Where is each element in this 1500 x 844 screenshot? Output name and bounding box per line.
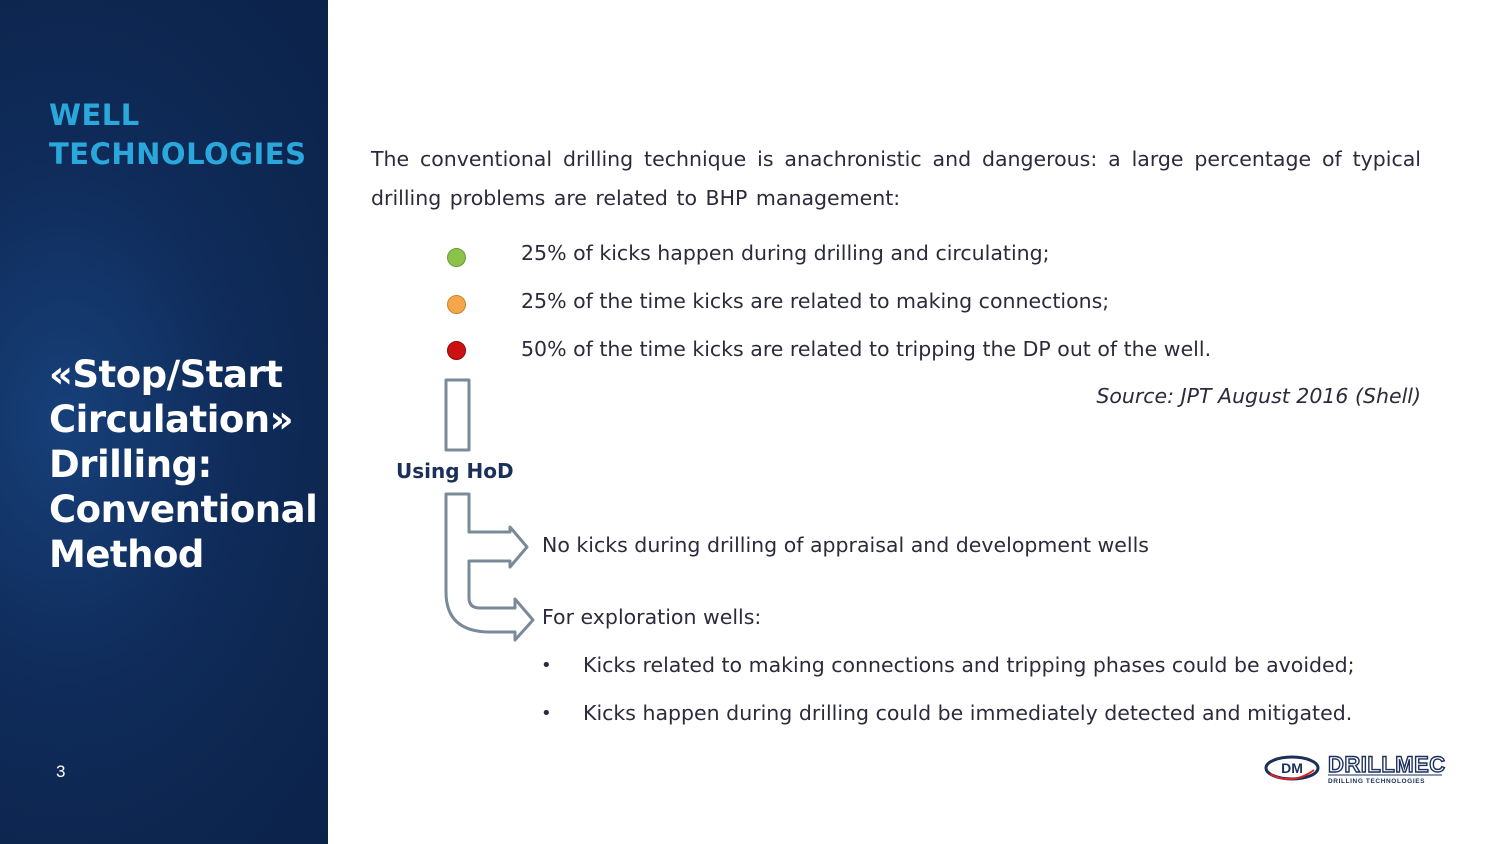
slide-title-line: «Stop/Start (49, 353, 283, 396)
stat-item-text: 50% of the time kicks are related to tripping the DP out of the well. (521, 337, 1212, 361)
using-hod-label: Using HoD (396, 459, 514, 483)
result-no-kicks: No kicks during drilling of appraisal and development wells (542, 533, 1149, 557)
slide-title-line: Method (49, 533, 204, 576)
intro-paragraph: The conventional drilling technique is anachronistic and dangerous: a large percentage of typical drilling problems are related to BHP management: (371, 147, 1421, 210)
bullet-icon: • (541, 655, 552, 676)
slide-title-line: Drilling: (49, 443, 212, 486)
sub-bullet-text: Kicks happen during drilling could be immediately detected and mitigated. (583, 701, 1353, 725)
section-title-line-2: TECHNOLOGIES (49, 137, 307, 171)
source-citation: Source: JPT August 2016 (Shell) (1096, 384, 1421, 408)
stat-item-text: 25% of kicks happen during drilling and circulating; (521, 241, 1050, 265)
page-number: 3 (56, 762, 66, 781)
slide-title-line: Circulation» (49, 398, 294, 441)
drillmec-logo (1264, 748, 1446, 788)
logo-tagline-text: DRILLING TECHNOLOGIES (1328, 778, 1426, 785)
section-title-line-1: WELL (49, 98, 140, 132)
upper-bar-shape (446, 380, 469, 450)
stat-item-text: 25% of the time kicks are related to making connections; (521, 289, 1110, 313)
slide-title-line: Conventional (49, 488, 318, 531)
branch-arrows-shape (446, 494, 533, 640)
logo-name-text: DRILLMEC (1328, 752, 1446, 777)
result-exploration-wells: For exploration wells: (542, 605, 762, 629)
bullet-icon: • (541, 703, 552, 724)
logo-mark-text: DM (1281, 760, 1303, 776)
sub-bullet-text: Kicks related to making connections and tripping phases could be avoided; (583, 653, 1355, 677)
